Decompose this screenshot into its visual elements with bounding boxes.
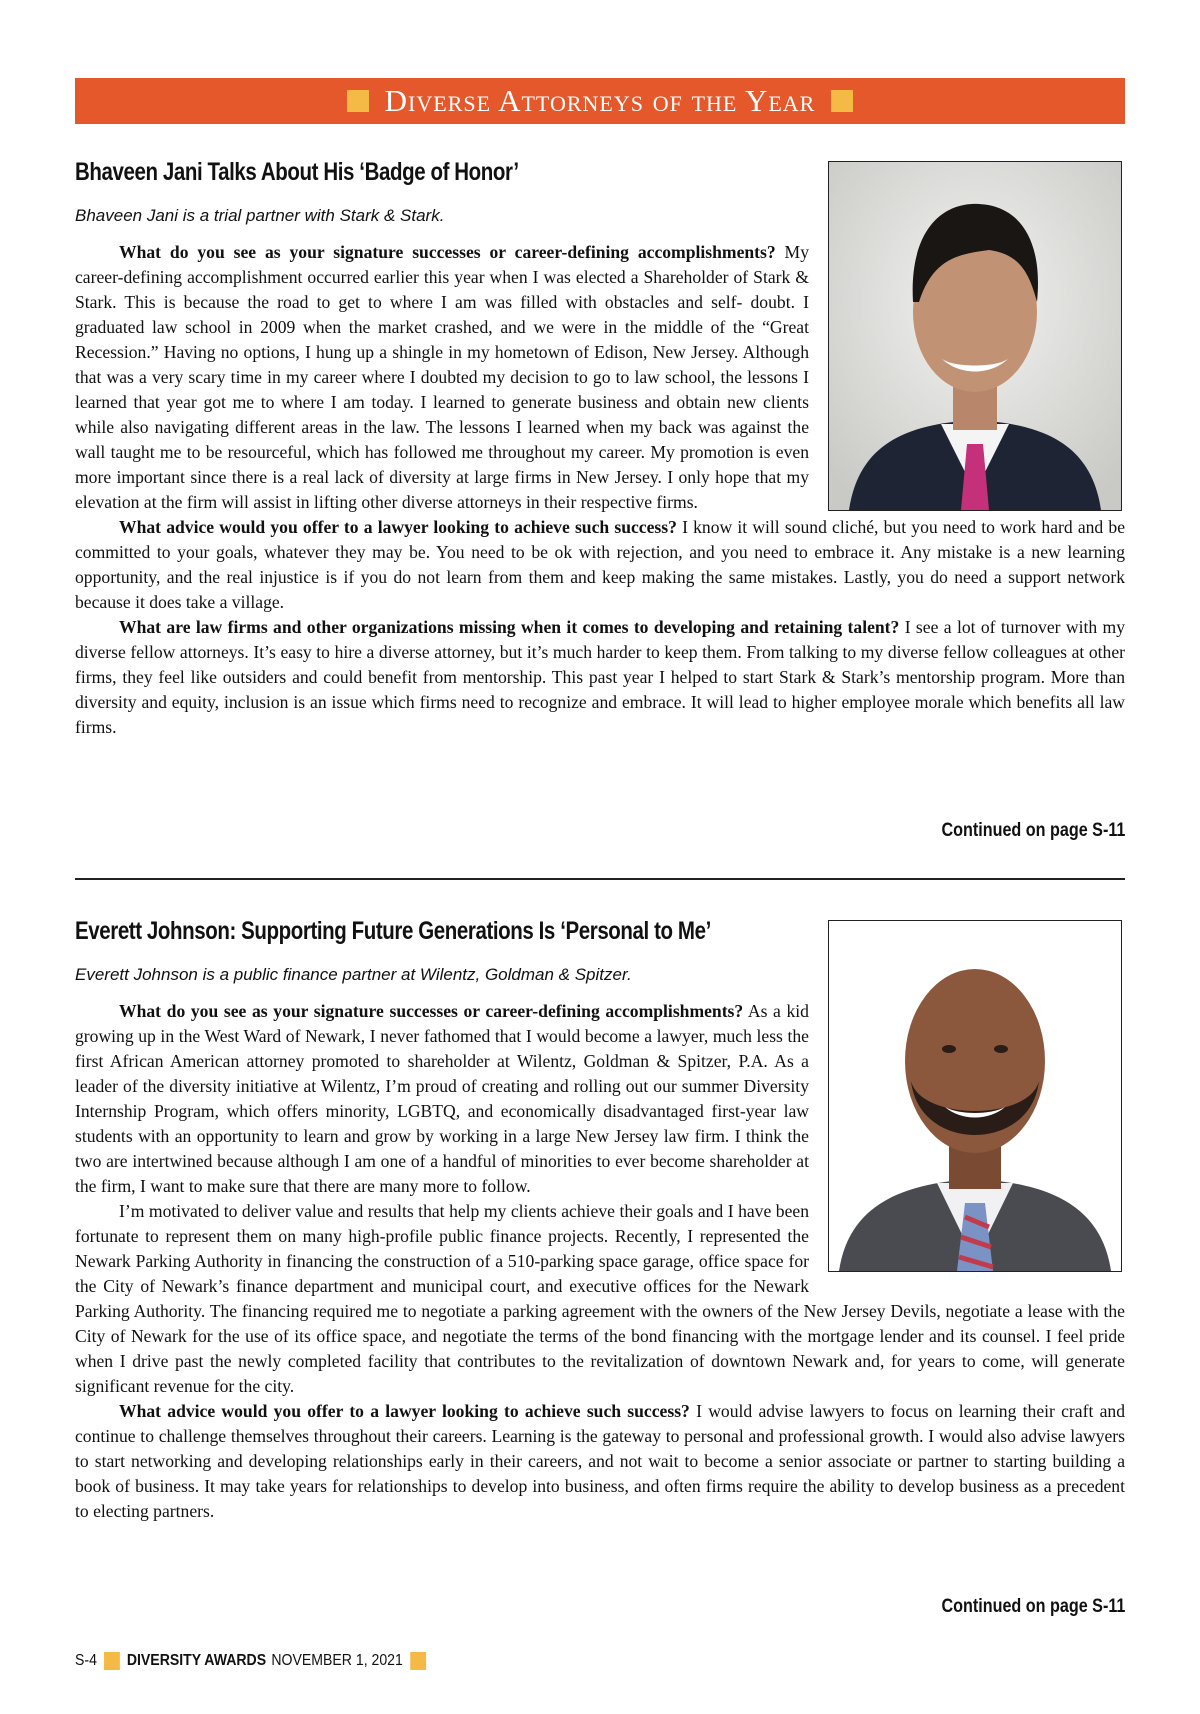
article2-answer: As a kid growing up in the West Ward of Newark, I never fathomed that I would become a lawyer, much less the first African American attorney promoted to shareholder at Wilentz, Goldman & Spitzer, P.A. As a leader of the diversity initiative at Wilentz, I’m proud of creating and rolling out our summer Diversity Internship Program, which offers minority, LGBTQ, and economically disadvantaged first-year law students with an opportunity to learn and grow by working in a large New Jersey law firm. I think the two are intertwined because although I am one of a handful of minorities to ever become shareholder at the firm, I want to make sure that there are many more to follow. <box>75 1001 809 1196</box>
article2-continued: Continued on page S-11 <box>941 1596 1125 1617</box>
article1-question: What advice would you offer to a lawyer looking to achieve such success? <box>119 517 677 537</box>
section-banner <box>75 78 1125 124</box>
footer-section: DIVERSITY AWARDS <box>126 1652 267 1669</box>
bhaveen-jani-photo <box>828 161 1122 511</box>
article2-answer: I would advise lawyers to focus on learning their craft and continue to challenge themselves throughout their careers. Learning is the gateway to personal and professional growth. I would also advise lawyers to start networking and developing relationships early in their careers, and not wait to become a senior associate or partner to starting building a book of business. It may take years for relationships to develop into business, and often firms require the ability to develop business as a precedent to electing partners. <box>75 1401 1125 1521</box>
article1-paragraph <box>75 515 1125 615</box>
banner-square-right <box>831 90 853 112</box>
article2-subhead: Everett Johnson is a public finance partner at Wilentz, Goldman & Spitzer. <box>75 965 632 984</box>
article2-paragraph <box>75 1399 1125 1524</box>
article1-subhead: Bhaveen Jani is a trial partner with Stark & Stark. <box>75 206 445 225</box>
article1-continued: Continued on page S-11 <box>941 820 1125 841</box>
article1-answer: I see a lot of turnover with my diverse fellow attorneys. It’s easy to hire a diverse attorney, but it’s much harder to keep them. From talking to my diverse fellow colleagues at other firms, they feel like outsiders and could benefit from mentorship. This past year I helped to start Stark & Stark’s mentorship program. More than diversity and equity, inclusion is an issue which firms need to recognize and embrace. It will lead to higher employee morale which benefits all law firms. <box>75 617 1125 737</box>
banner-square-left <box>347 90 369 112</box>
article1-answer: My career-defining accomplishment occurred earlier this year when I was elected a Shareholder of Stark & Stark. This is because the road to get to where I am was filled with obstacles and self- doubt. I graduated law school in 2009 when the market crashed, and we were in the middle of the “Great Recession.” Having no options, I hung up a shingle in my hometown of Edison, New Jersey. Although that was a very scary time in my career where I doubted my decision to go to law school, the lessons I learned that year got me to where I am today. I learned to generate business and obtain new clients while also navigating different areas in the law. The lessons I learned when my back was against the wall taught me to be resourceful, which has followed me throughout my career. My promotion is even more important since there is a real lack of diversity at large firms in New Jersey. I only hope that my elevation at the firm will assist in lifting other diverse attorneys in their respective firms. <box>75 242 809 512</box>
banner-title: Diverse Attorneys of the Year <box>384 83 816 118</box>
footer-square-left <box>104 1652 120 1670</box>
article1-question: What are law firms and other organizations missing when it comes to developing and retaining talent? <box>119 617 900 637</box>
article1-headline: Bhaveen Jani Talks About His ‘Badge of Honor’ <box>75 158 519 186</box>
article2-headline: Everett Johnson: Supporting Future Generations Is ‘Personal to Me’ <box>75 917 711 945</box>
page-footer <box>75 1652 433 1670</box>
article2-question: What advice would you offer to a lawyer looking to achieve such success? <box>119 1401 690 1421</box>
footer-date: NOVEMBER 1, 2021 <box>271 1652 403 1669</box>
footer-square-right <box>410 1652 426 1670</box>
section-divider <box>75 878 1125 880</box>
article1-question: What do you see as your signature successes or career-defining accomplishments? <box>119 242 776 262</box>
article2-question: What do you see as your signature successes or career-defining accomplishments? <box>119 1001 744 1021</box>
page-number: S-4 <box>75 1652 97 1669</box>
article1-answer: I know it will sound cliché, but you need to work hard and be committed to your goals, whatever they may be. You need to be ok with rejection, and you need to embrace it. Any mistake is a new learning opportunity, and the real injustice is if you do not learn from them and keep making the same mistakes. Lastly, you do need a support network because it does take a village. <box>75 517 1126 612</box>
everett-johnson-photo <box>828 920 1122 1272</box>
article2-answer: I’m motivated to deliver value and results that help my clients achieve their goals and I have been fortunate to represent them on many high-profile public finance projects. Recently, I represented the Newark Parking Authority in financing the construction of a 510-parking space garage, office space for the City of Newark’s finance department and municipal court, and executive offices for the Newark Parking Authority. The financing required me to negotiate a parking agreement with the owners of the New Jersey Devils, negotiate a lease with the City of Newark for the use of its office space, and negotiate the terms of the bond financing with the mortgage lender and its counsel. I feel pride when I drive past the newly completed facility that contributes to the revitalization of downtown Newark and, for years to come, will generate significant revenue for the city. <box>75 1201 1125 1396</box>
article1-paragraph <box>75 615 1125 740</box>
portrait-icon <box>829 162 1121 510</box>
portrait-icon <box>829 921 1121 1271</box>
